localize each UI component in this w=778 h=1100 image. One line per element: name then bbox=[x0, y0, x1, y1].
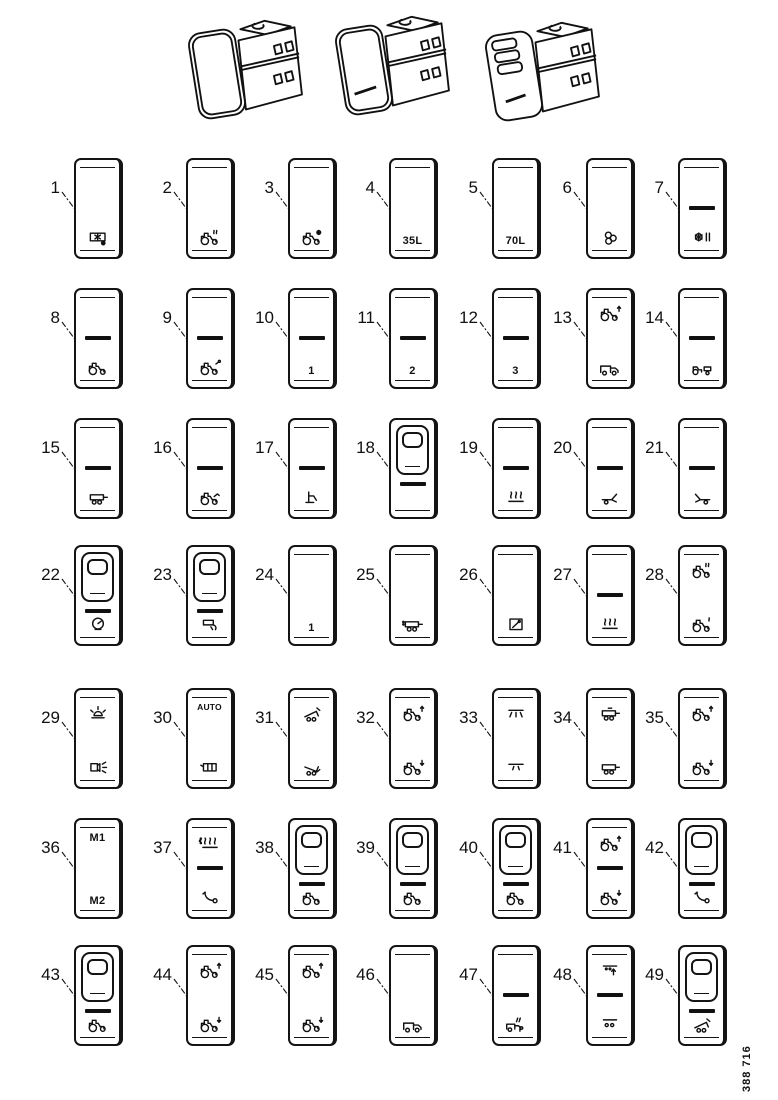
rocker-position-dash bbox=[299, 466, 325, 470]
discharge-chute-icon bbox=[198, 614, 222, 634]
rocker-position-dash bbox=[597, 993, 623, 997]
switch-tile-30 bbox=[186, 688, 235, 789]
trailer-lower-icon bbox=[598, 757, 622, 777]
switch-label: 70L bbox=[505, 235, 526, 247]
rocker-position-dash bbox=[597, 866, 623, 870]
switch-tile-13 bbox=[586, 288, 635, 389]
rocker-switch-isometric-1 bbox=[175, 6, 315, 142]
spreader-off-icon bbox=[504, 757, 528, 777]
item-number-28: 28 bbox=[645, 565, 664, 584]
switch-tile-5 bbox=[492, 158, 541, 259]
item-number-43: 43 bbox=[41, 965, 60, 984]
item-number-44: 44 bbox=[153, 965, 172, 984]
item-number-3: 3 bbox=[264, 178, 274, 197]
item-number-10: 10 bbox=[255, 308, 274, 327]
item-number-27: 27 bbox=[553, 565, 572, 584]
rocker-position-dash bbox=[597, 466, 623, 470]
item-number-25: 25 bbox=[356, 565, 375, 584]
item-number-13: 13 bbox=[553, 308, 572, 327]
item-number-47: 47 bbox=[459, 965, 478, 984]
item-number-42: 42 bbox=[645, 838, 664, 857]
switch-guard-cover bbox=[81, 552, 114, 602]
item-number-46: 46 bbox=[356, 965, 375, 984]
switch-tile-43 bbox=[74, 945, 123, 1046]
position-raise-icon bbox=[598, 960, 622, 980]
item-number-9: 9 bbox=[162, 308, 172, 327]
rotating-beacon-icon bbox=[86, 703, 110, 723]
guard-grip bbox=[402, 832, 423, 848]
heater-icon bbox=[598, 614, 622, 634]
tractor-icon bbox=[86, 1014, 110, 1034]
tractor-raise-icon bbox=[690, 703, 714, 723]
rocker-position-dash bbox=[85, 466, 111, 470]
tractor-icon bbox=[504, 887, 528, 907]
switch-tile-44 bbox=[186, 945, 235, 1046]
switch-label: 35L bbox=[402, 235, 423, 247]
switch-guard-cover bbox=[396, 425, 429, 475]
item-number-1: 1 bbox=[50, 178, 60, 197]
switch-guard-cover bbox=[396, 825, 429, 875]
switch-tile-40 bbox=[492, 818, 541, 919]
switch-tile-46 bbox=[389, 945, 438, 1046]
item-number-41: 41 bbox=[553, 838, 572, 857]
tipper-icon bbox=[690, 1014, 714, 1034]
item-number-12: 12 bbox=[459, 308, 478, 327]
item-number-32: 32 bbox=[356, 708, 375, 727]
switch-tile-7 bbox=[678, 158, 727, 259]
tractor-front-heat-icon bbox=[690, 560, 714, 580]
switch-tile-4 bbox=[389, 158, 438, 259]
switch-tile-29 bbox=[74, 688, 123, 789]
tractor-trailer-icon bbox=[690, 357, 714, 377]
switch-guard-cover bbox=[499, 825, 532, 875]
switch-tile-10 bbox=[288, 288, 337, 389]
guard-grip bbox=[402, 432, 423, 448]
rocker-position-dash bbox=[299, 882, 325, 886]
rocker-position-dash bbox=[689, 206, 715, 210]
rocker-position-dash bbox=[597, 593, 623, 597]
tractor-icon bbox=[300, 887, 324, 907]
item-number-37: 37 bbox=[153, 838, 172, 857]
gauge-icon bbox=[86, 614, 110, 634]
truck-icon bbox=[401, 1014, 425, 1034]
item-number-30: 30 bbox=[153, 708, 172, 727]
switch-tile-11 bbox=[389, 288, 438, 389]
heater-fan-icon bbox=[690, 227, 714, 247]
tractor-lower-icon bbox=[401, 757, 425, 777]
item-number-17: 17 bbox=[255, 438, 274, 457]
front-mower-icon bbox=[598, 487, 622, 507]
truck-park-heater-icon bbox=[504, 1014, 528, 1034]
spreader-on-icon bbox=[504, 703, 528, 723]
rocker-position-dash bbox=[503, 336, 529, 340]
switch-tile-2 bbox=[186, 158, 235, 259]
rocker-position-dash bbox=[197, 336, 223, 340]
rocker-position-dash bbox=[689, 466, 715, 470]
item-number-24: 24 bbox=[255, 565, 274, 584]
switch-tile-24 bbox=[288, 545, 337, 646]
switch-tile-6 bbox=[586, 158, 635, 259]
tractor-lower-icon bbox=[198, 1014, 222, 1034]
switch-tile-18 bbox=[389, 418, 438, 519]
switch-tile-42 bbox=[678, 818, 727, 919]
item-number-39: 39 bbox=[356, 838, 375, 857]
rocker-position-dash bbox=[503, 466, 529, 470]
switch-tile-45 bbox=[288, 945, 337, 1046]
rocker-position-dash bbox=[197, 466, 223, 470]
item-number-45: 45 bbox=[255, 965, 274, 984]
pto-icon bbox=[690, 887, 714, 907]
tractor-raise-icon bbox=[300, 960, 324, 980]
switch-tile-35 bbox=[678, 688, 727, 789]
switch-tile-20 bbox=[586, 418, 635, 519]
switch-guard-cover bbox=[193, 552, 226, 602]
tractor-lower-icon bbox=[690, 757, 714, 777]
switch-guard-cover bbox=[295, 825, 328, 875]
rocker-position-dash bbox=[197, 609, 223, 613]
rocker-position-dash bbox=[85, 1009, 111, 1013]
item-number-33: 33 bbox=[459, 708, 478, 727]
implement-icon bbox=[300, 487, 324, 507]
switch-tile-41 bbox=[586, 818, 635, 919]
switch-tile-17 bbox=[288, 418, 337, 519]
item-number-31: 31 bbox=[255, 708, 274, 727]
switch-tile-21 bbox=[678, 418, 727, 519]
tractor-rear-heat-icon bbox=[690, 614, 714, 634]
item-number-38: 38 bbox=[255, 838, 274, 857]
trailer-unload-icon bbox=[401, 614, 425, 634]
item-number-19: 19 bbox=[459, 438, 478, 457]
item-number-16: 16 bbox=[153, 438, 172, 457]
tractor-icon bbox=[86, 357, 110, 377]
switch-tile-19 bbox=[492, 418, 541, 519]
guard-grip bbox=[691, 832, 712, 848]
item-number-7: 7 bbox=[654, 178, 664, 197]
switch-label: M2 bbox=[89, 895, 106, 907]
switch-tile-47 bbox=[492, 945, 541, 1046]
tractor-icon bbox=[401, 887, 425, 907]
item-number-22: 22 bbox=[41, 565, 60, 584]
tipper-lower-icon bbox=[300, 757, 324, 777]
rocker-position-dash bbox=[503, 882, 529, 886]
guard-grip bbox=[199, 559, 220, 575]
item-number-40: 40 bbox=[459, 838, 478, 857]
switch-tile-34 bbox=[586, 688, 635, 789]
guard-grip bbox=[87, 959, 108, 975]
rocker-position-dash bbox=[299, 336, 325, 340]
switch-tile-27 bbox=[586, 545, 635, 646]
part-number: 388 716 bbox=[741, 1045, 753, 1092]
switch-label: 3 bbox=[512, 365, 519, 377]
truck-icon bbox=[598, 357, 622, 377]
tipper-raise-icon bbox=[300, 703, 324, 723]
item-number-36: 36 bbox=[41, 838, 60, 857]
guard-grip bbox=[691, 959, 712, 975]
engine-block-heater-icon bbox=[198, 357, 222, 377]
guard-grip bbox=[505, 832, 526, 848]
switch-label: 2 bbox=[409, 365, 416, 377]
tractor-fan-icon bbox=[300, 227, 324, 247]
switch-label: M1 bbox=[89, 832, 106, 844]
switch-tile-39 bbox=[389, 818, 438, 919]
switch-label: AUTO bbox=[197, 702, 222, 712]
rocker-position-dash bbox=[503, 993, 529, 997]
switch-tile-14 bbox=[678, 288, 727, 389]
item-number-35: 35 bbox=[645, 708, 664, 727]
heater-glow-icon bbox=[198, 833, 222, 853]
switch-tile-28 bbox=[678, 545, 727, 646]
switch-tile-23 bbox=[186, 545, 235, 646]
item-number-20: 20 bbox=[553, 438, 572, 457]
switch-tile-26 bbox=[492, 545, 541, 646]
switch-tile-12 bbox=[492, 288, 541, 389]
rocker-position-dash bbox=[689, 1009, 715, 1013]
guard-grip bbox=[301, 832, 322, 848]
rocker-switch-isometric-2 bbox=[322, 2, 462, 138]
switch-tile-31 bbox=[288, 688, 337, 789]
item-number-4: 4 bbox=[365, 178, 375, 197]
tractor-heater-icon bbox=[198, 227, 222, 247]
ac-unit-icon bbox=[86, 227, 110, 247]
switch-label: 1 bbox=[308, 365, 315, 377]
item-number-2: 2 bbox=[162, 178, 172, 197]
switch-tile-49 bbox=[678, 945, 727, 1046]
tractor-raise-icon bbox=[198, 960, 222, 980]
pto-icon bbox=[198, 887, 222, 907]
fan-icon bbox=[598, 227, 622, 247]
switch-tile-22 bbox=[74, 545, 123, 646]
position-lower-icon bbox=[598, 1014, 622, 1034]
switch-tile-9 bbox=[186, 288, 235, 389]
work-lamp-icon bbox=[86, 757, 110, 777]
lamp-icon bbox=[198, 757, 222, 777]
switch-tile-37 bbox=[186, 818, 235, 919]
switch-guard-cover bbox=[81, 952, 114, 1002]
item-number-29: 29 bbox=[41, 708, 60, 727]
switch-tile-16 bbox=[186, 418, 235, 519]
heater-icon bbox=[504, 487, 528, 507]
switch-tile-36 bbox=[74, 818, 123, 919]
switch-tile-48 bbox=[586, 945, 635, 1046]
switch-tile-33 bbox=[492, 688, 541, 789]
item-number-6: 6 bbox=[562, 178, 572, 197]
item-number-11: 11 bbox=[357, 308, 375, 327]
item-number-49: 49 bbox=[645, 965, 664, 984]
tractor-lower-icon bbox=[598, 887, 622, 907]
switch-tile-1 bbox=[74, 158, 123, 259]
rocker-position-dash bbox=[689, 336, 715, 340]
switch-label: 1 bbox=[308, 622, 315, 634]
rocker-position-dash bbox=[197, 866, 223, 870]
rocker-position-dash bbox=[400, 482, 426, 486]
tractor-lower-icon bbox=[300, 1014, 324, 1034]
item-number-14: 14 bbox=[645, 308, 664, 327]
item-number-26: 26 bbox=[459, 565, 478, 584]
cigarette-lighter-icon bbox=[504, 614, 528, 634]
switch-guard-cover bbox=[685, 825, 718, 875]
switch-tile-32 bbox=[389, 688, 438, 789]
item-number-21: 21 bbox=[645, 438, 664, 457]
item-number-5: 5 bbox=[468, 178, 478, 197]
item-number-18: 18 bbox=[356, 438, 375, 457]
rocker-position-dash bbox=[85, 336, 111, 340]
rear-mower-icon bbox=[690, 487, 714, 507]
switch-tile-3 bbox=[288, 158, 337, 259]
trailer-icon bbox=[86, 487, 110, 507]
tractor-lift-icon bbox=[598, 303, 622, 323]
switch-tile-25 bbox=[389, 545, 438, 646]
tractor-loader-icon bbox=[198, 487, 222, 507]
tractor-raise-icon bbox=[401, 703, 425, 723]
switch-tile-8 bbox=[74, 288, 123, 389]
rocker-position-dash bbox=[85, 609, 111, 613]
item-number-48: 48 bbox=[553, 965, 572, 984]
rocker-switch-isometric-3 bbox=[472, 8, 612, 144]
switch-tile-38 bbox=[288, 818, 337, 919]
item-number-8: 8 bbox=[50, 308, 60, 327]
rocker-position-dash bbox=[689, 882, 715, 886]
tractor-raise-icon bbox=[598, 833, 622, 853]
switch-tile-15 bbox=[74, 418, 123, 519]
item-number-15: 15 bbox=[41, 438, 60, 457]
guard-grip bbox=[87, 559, 108, 575]
switch-guard-cover bbox=[685, 952, 718, 1002]
rocker-position-dash bbox=[400, 336, 426, 340]
trailer-raise-icon bbox=[598, 703, 622, 723]
rocker-position-dash bbox=[400, 882, 426, 886]
item-number-34: 34 bbox=[553, 708, 572, 727]
item-number-23: 23 bbox=[153, 565, 172, 584]
